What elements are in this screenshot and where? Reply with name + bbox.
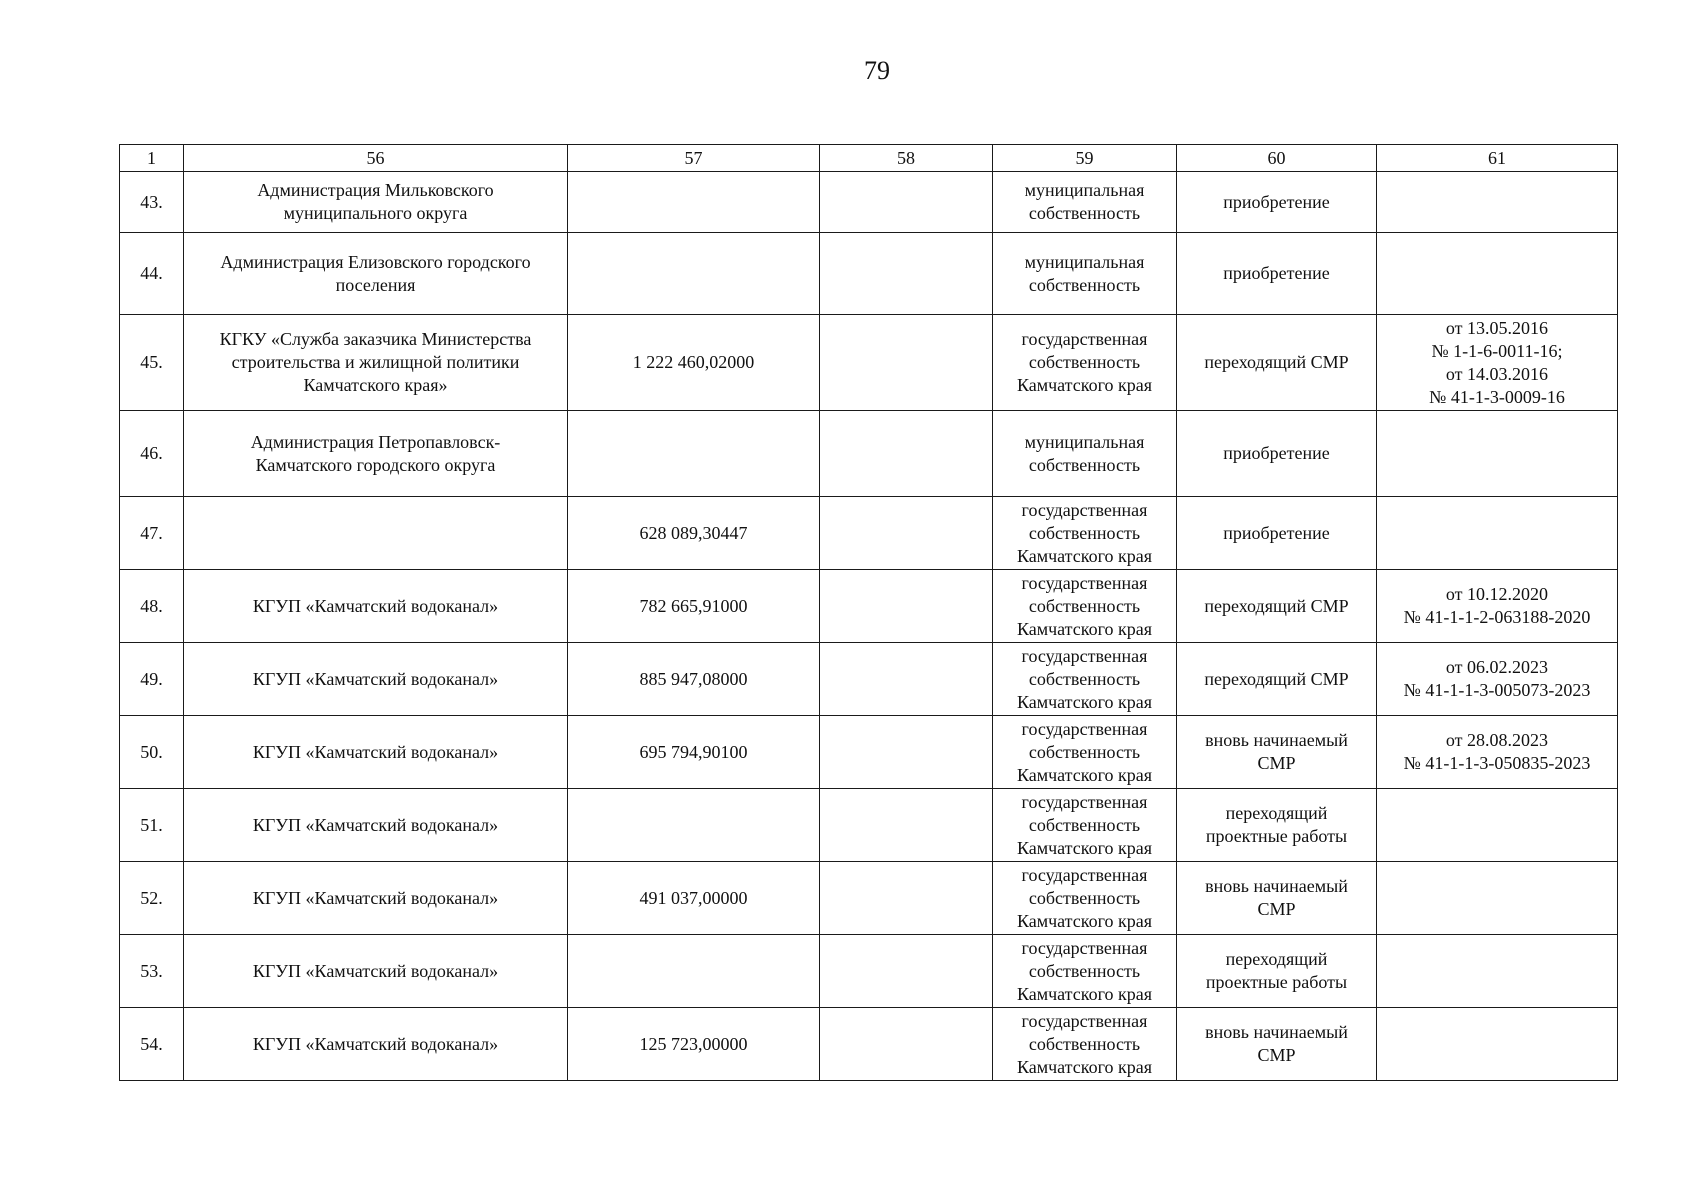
- header-col-58: 58: [820, 145, 993, 172]
- organization-cell: КГУП «Камчатский водоканал»: [184, 862, 568, 935]
- work-type-cell: переходящий СМР: [1177, 570, 1377, 643]
- table-row: [120, 1008, 1618, 1081]
- table-row: [120, 172, 1618, 233]
- work-type-cell: вновь начинаемый СМР: [1177, 716, 1377, 789]
- row-number: 52.: [120, 862, 184, 935]
- table-row: [120, 935, 1618, 1008]
- amount-cell: 1 222 460,02000: [568, 315, 820, 411]
- work-type-cell: переходящий СМР: [1177, 315, 1377, 411]
- ownership-cell: государственная собственность Камчатского края: [993, 716, 1177, 789]
- amount-cell: 491 037,00000: [568, 862, 820, 935]
- table-row: [120, 716, 1618, 789]
- row-number: 46.: [120, 411, 184, 497]
- amount-cell: 885 947,08000: [568, 643, 820, 716]
- amount-cell: [568, 411, 820, 497]
- expertise-cell: от 06.02.2023 № 41-1-1-3-005073-2023: [1377, 643, 1618, 716]
- row-number: 43.: [120, 172, 184, 233]
- amount-cell: 695 794,90100: [568, 716, 820, 789]
- col-58-cell: [820, 862, 993, 935]
- organization-cell: Администрация Петропавловск- Камчатского городского округа: [184, 411, 568, 497]
- expertise-cell: [1377, 862, 1618, 935]
- work-type-cell: приобретение: [1177, 172, 1377, 233]
- row-number: 47.: [120, 497, 184, 570]
- table-row: [120, 233, 1618, 315]
- row-number: 54.: [120, 1008, 184, 1081]
- table-row: [120, 570, 1618, 643]
- col-58-cell: [820, 497, 993, 570]
- table-row: [120, 643, 1618, 716]
- expertise-cell: [1377, 411, 1618, 497]
- work-type-cell: вновь начинаемый СМР: [1177, 862, 1377, 935]
- col-58-cell: [820, 570, 993, 643]
- header-col-61: 61: [1377, 145, 1618, 172]
- organization-cell: [184, 497, 568, 570]
- ownership-cell: муниципальная собственность: [993, 172, 1177, 233]
- row-number: 45.: [120, 315, 184, 411]
- organization-cell: КГУП «Камчатский водоканал»: [184, 1008, 568, 1081]
- work-type-cell: вновь начинаемый СМР: [1177, 1008, 1377, 1081]
- col-58-cell: [820, 716, 993, 789]
- amount-cell: 628 089,30447: [568, 497, 820, 570]
- expertise-cell: [1377, 1008, 1618, 1081]
- organization-cell: КГУП «Камчатский водоканал»: [184, 716, 568, 789]
- organization-cell: КГУП «Камчатский водоканал»: [184, 789, 568, 862]
- row-number: 51.: [120, 789, 184, 862]
- header-col-57: 57: [568, 145, 820, 172]
- table-row: [120, 315, 1618, 411]
- header-col-59: 59: [993, 145, 1177, 172]
- header-col-60: 60: [1177, 145, 1377, 172]
- work-type-cell: приобретение: [1177, 233, 1377, 315]
- col-58-cell: [820, 643, 993, 716]
- row-number: 44.: [120, 233, 184, 315]
- work-type-cell: приобретение: [1177, 497, 1377, 570]
- amount-cell: [568, 935, 820, 1008]
- expertise-cell: от 28.08.2023 № 41-1-1-3-050835-2023: [1377, 716, 1618, 789]
- col-58-cell: [820, 315, 993, 411]
- document-table: [119, 144, 1618, 1081]
- expertise-cell: [1377, 497, 1618, 570]
- ownership-cell: государственная собственность Камчатского края: [993, 570, 1177, 643]
- organization-cell: КГУП «Камчатский водоканал»: [184, 643, 568, 716]
- header-col-56: 56: [184, 145, 568, 172]
- work-type-cell: приобретение: [1177, 411, 1377, 497]
- ownership-cell: государственная собственность Камчатского края: [993, 935, 1177, 1008]
- row-number: 49.: [120, 643, 184, 716]
- ownership-cell: муниципальная собственность: [993, 411, 1177, 497]
- amount-cell: [568, 233, 820, 315]
- table-header-row: [120, 145, 1618, 172]
- ownership-cell: муниципальная собственность: [993, 233, 1177, 315]
- page-number: 79: [864, 56, 890, 85]
- work-type-cell: переходящий СМР: [1177, 643, 1377, 716]
- table-row: [120, 497, 1618, 570]
- ownership-cell: государственная собственность Камчатского края: [993, 497, 1177, 570]
- col-58-cell: [820, 789, 993, 862]
- work-type-cell: переходящий проектные работы: [1177, 935, 1377, 1008]
- expertise-cell: от 13.05.2016 № 1-1-6-0011-16; от 14.03.2016 № 41-1-3-0009-16: [1377, 315, 1618, 411]
- row-number: 50.: [120, 716, 184, 789]
- expertise-cell: от 10.12.2020 № 41-1-1-2-063188-2020: [1377, 570, 1618, 643]
- organization-cell: Администрация Елизовского городского поселения: [184, 233, 568, 315]
- ownership-cell: государственная собственность Камчатского края: [993, 643, 1177, 716]
- table-row: [120, 862, 1618, 935]
- col-58-cell: [820, 411, 993, 497]
- header-col-1: 1: [120, 145, 184, 172]
- col-58-cell: [820, 172, 993, 233]
- expertise-cell: [1377, 789, 1618, 862]
- expertise-cell: [1377, 935, 1618, 1008]
- organization-cell: КГУП «Камчатский водоканал»: [184, 935, 568, 1008]
- expertise-cell: [1377, 233, 1618, 315]
- expertise-cell: [1377, 172, 1618, 233]
- col-58-cell: [820, 935, 993, 1008]
- ownership-cell: государственная собственность Камчатского края: [993, 862, 1177, 935]
- amount-cell: 782 665,91000: [568, 570, 820, 643]
- organization-cell: Администрация Мильковского муниципального округа: [184, 172, 568, 233]
- row-number: 48.: [120, 570, 184, 643]
- row-number: 53.: [120, 935, 184, 1008]
- ownership-cell: государственная собственность Камчатского края: [993, 789, 1177, 862]
- amount-cell: 125 723,00000: [568, 1008, 820, 1081]
- table-row: [120, 411, 1618, 497]
- table-row: [120, 789, 1618, 862]
- organization-cell: КГКУ «Служба заказчика Министерства строительства и жилищной политики Камчатского края»: [184, 315, 568, 411]
- ownership-cell: государственная собственность Камчатского края: [993, 315, 1177, 411]
- work-type-cell: переходящий проектные работы: [1177, 789, 1377, 862]
- amount-cell: [568, 172, 820, 233]
- amount-cell: [568, 789, 820, 862]
- organization-cell: КГУП «Камчатский водоканал»: [184, 570, 568, 643]
- col-58-cell: [820, 233, 993, 315]
- col-58-cell: [820, 1008, 993, 1081]
- ownership-cell: государственная собственность Камчатского края: [993, 1008, 1177, 1081]
